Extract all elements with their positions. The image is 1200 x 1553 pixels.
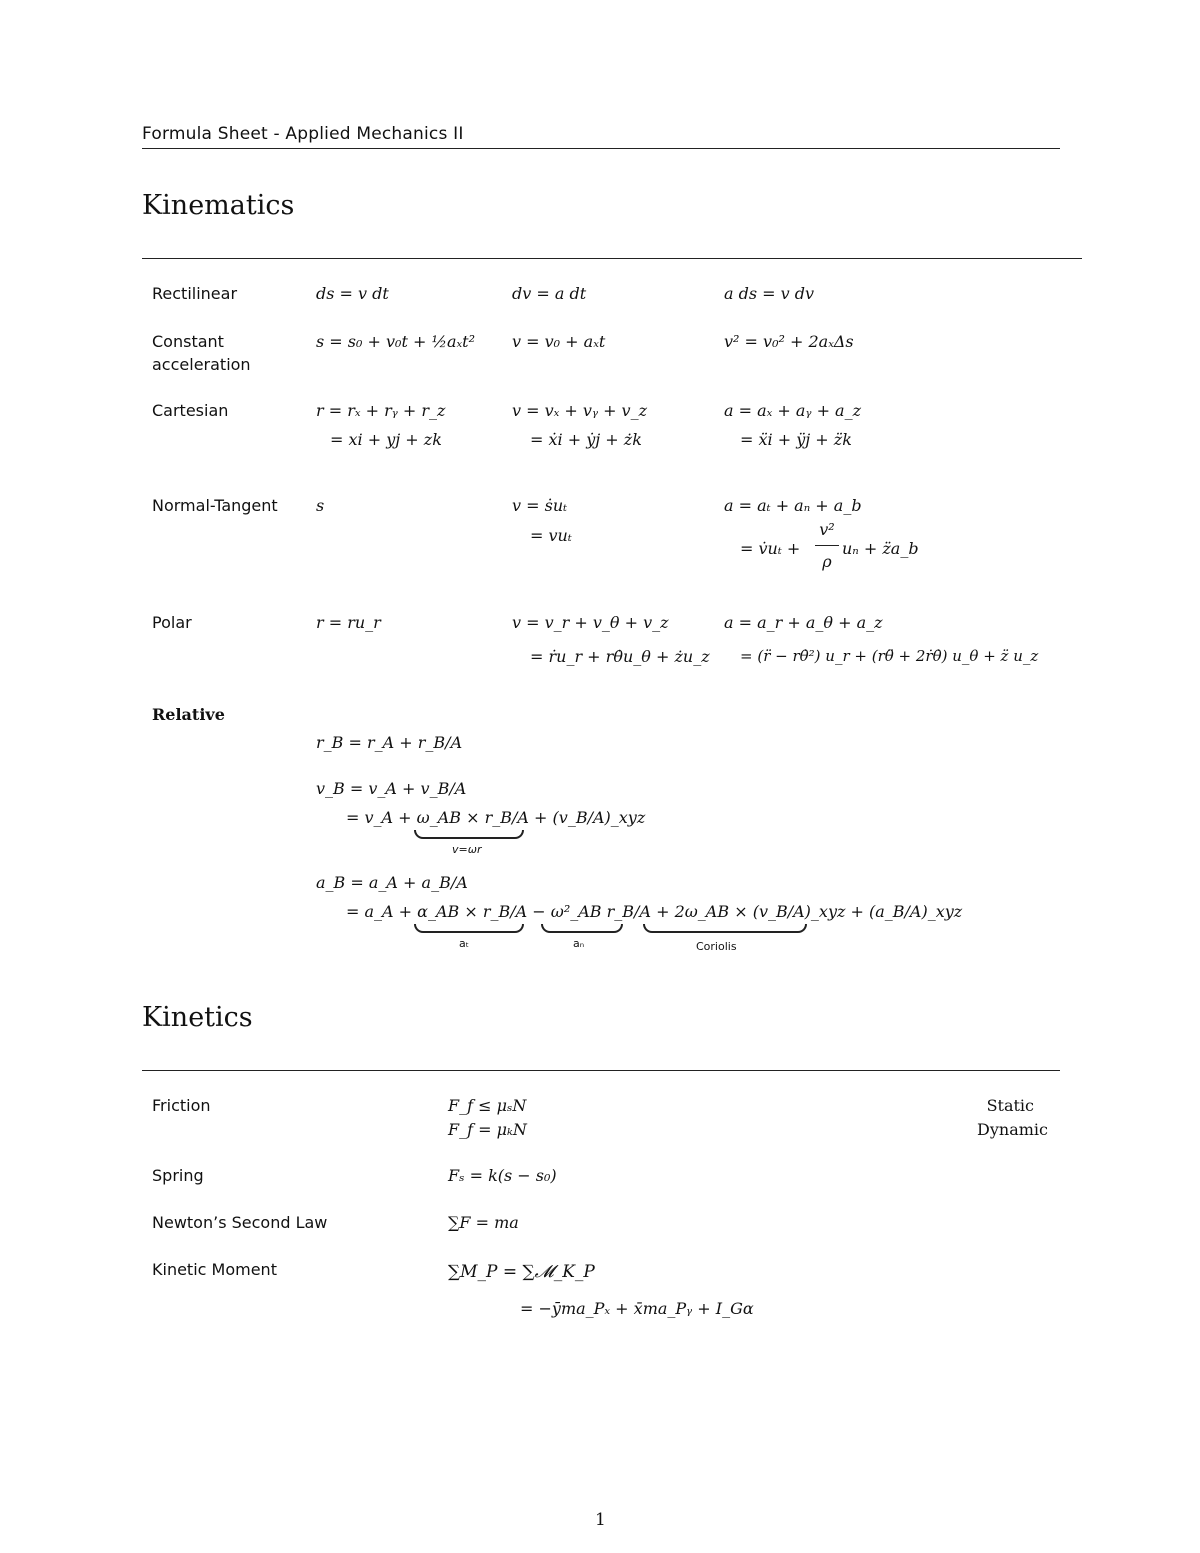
eq-cartesian-r2: = xi + yj + zk xyxy=(330,430,442,449)
eq-relative-a2: = a_A + α_AB × r_B/A − ω²_AB r_B/A + 2ω_AB × (v_B/A)_xyz + (a_B/A)_xyz xyxy=(346,902,963,921)
eq-nt-frac-bar xyxy=(815,545,839,546)
eq-nt-a1: a = aₜ + aₙ + a_b xyxy=(724,496,862,515)
label-constant: Constant xyxy=(152,332,224,351)
header-rule xyxy=(142,148,1060,149)
kinematics-rule xyxy=(142,258,1082,259)
underbrace-an-label: aₙ xyxy=(573,937,585,950)
eq-nt-s: s xyxy=(316,496,325,515)
label-kinetic-moment: Kinetic Moment xyxy=(152,1260,277,1279)
eq-relative-v2: = v_A + ω_AB × r_B/A + (v_B/A)_xyz xyxy=(346,808,646,827)
eq-spring: Fₛ = k(s − s₀) xyxy=(448,1166,557,1185)
underbrace-an xyxy=(541,924,623,933)
eq-nt-v2: = vuₜ xyxy=(530,526,572,545)
label-polar: Polar xyxy=(152,613,192,632)
eq-cartesian-v1: v = vₓ + vᵧ + v_z xyxy=(512,401,648,420)
page-number: 1 xyxy=(595,1510,606,1530)
eq-polar-r: r = ru_r xyxy=(316,613,381,632)
underbrace-v xyxy=(414,830,524,839)
eq-cartesian-a1: a = aₓ + aᵧ + a_z xyxy=(724,401,862,420)
section-title-kinetics: Kinetics xyxy=(142,1002,253,1033)
kinetics-rule xyxy=(142,1070,1060,1071)
eq-nt-frac-num: v² xyxy=(819,520,835,539)
eq-cartesian-a2: = ẍi + ÿj + z̈k xyxy=(740,430,852,449)
eq-rectilinear-1: ds = v dt xyxy=(316,284,389,303)
eq-newton: ∑F = ma xyxy=(448,1213,519,1232)
eq-polar-a2: = (r̈ − rθ̇²) u_r + (rθ̈ + 2ṙθ̇) u_θ + z̈ u_z xyxy=(740,647,1039,665)
label-cartesian: Cartesian xyxy=(152,401,229,420)
eq-moment-1: ∑M_P = ∑𝓜_K_P xyxy=(448,1262,595,1282)
eq-nt-a2-post: uₙ + z̈a_b xyxy=(842,539,919,558)
note-static: Static xyxy=(986,1096,1034,1115)
eq-friction-static: F_f ≤ μₛN xyxy=(448,1096,527,1115)
eq-relative-v1: v_B = v_A + v_B/A xyxy=(316,779,467,798)
label-relative: Relative xyxy=(152,705,225,724)
eq-moment-2: = −ȳma_Pₓ + x̄ma_Pᵧ + I_Gα xyxy=(520,1299,754,1318)
eq-relative-a1: a_B = a_A + a_B/A xyxy=(316,873,468,892)
eq-constant-3: v² = v₀² + 2aₓΔs xyxy=(724,332,854,351)
eq-constant-1: s = s₀ + v₀t + ½aₓt² xyxy=(316,332,476,351)
eq-nt-v1: v = ṡuₜ xyxy=(512,496,568,515)
eq-cartesian-r1: r = rₓ + rᵧ + r_z xyxy=(316,401,446,420)
eq-polar-v1: v = v_r + v_θ + v_z xyxy=(512,613,669,632)
eq-polar-a1: a = a_r + a_θ + a_z xyxy=(724,613,883,632)
eq-cartesian-v2: = ẋi + ẏj + żk xyxy=(530,430,642,449)
label-spring: Spring xyxy=(152,1166,204,1185)
eq-relative-r: r_B = r_A + r_B/A xyxy=(316,733,463,752)
label-newton: Newton’s Second Law xyxy=(152,1213,328,1232)
eq-nt-frac-den: ρ xyxy=(822,552,832,571)
underbrace-coriolis-label: Coriolis xyxy=(696,940,737,953)
eq-polar-v2: = ṙu_r + rθ̇u_θ + żu_z xyxy=(530,647,710,666)
note-dynamic: Dynamic xyxy=(977,1120,1048,1139)
underbrace-at-label: aₜ xyxy=(459,937,469,950)
eq-nt-a2-pre: = v̇uₜ + xyxy=(740,539,801,558)
section-title-kinematics: Kinematics xyxy=(142,190,295,221)
label-normal-tangent: Normal-Tangent xyxy=(152,496,278,515)
underbrace-v-label: v=ωr xyxy=(452,843,482,856)
underbrace-coriolis xyxy=(643,924,807,933)
eq-rectilinear-2: dv = a dt xyxy=(512,284,587,303)
label-friction: Friction xyxy=(152,1096,211,1115)
label-rectilinear: Rectilinear xyxy=(152,284,238,303)
eq-constant-2: v = v₀ + aₓt xyxy=(512,332,606,351)
label-acceleration: acceleration xyxy=(152,355,251,374)
page-header: Formula Sheet - Applied Mechanics II xyxy=(142,124,464,144)
eq-friction-dynamic: F_f = μₖN xyxy=(448,1120,527,1139)
underbrace-at xyxy=(414,924,524,933)
eq-rectilinear-3: a ds = v dv xyxy=(724,284,815,303)
